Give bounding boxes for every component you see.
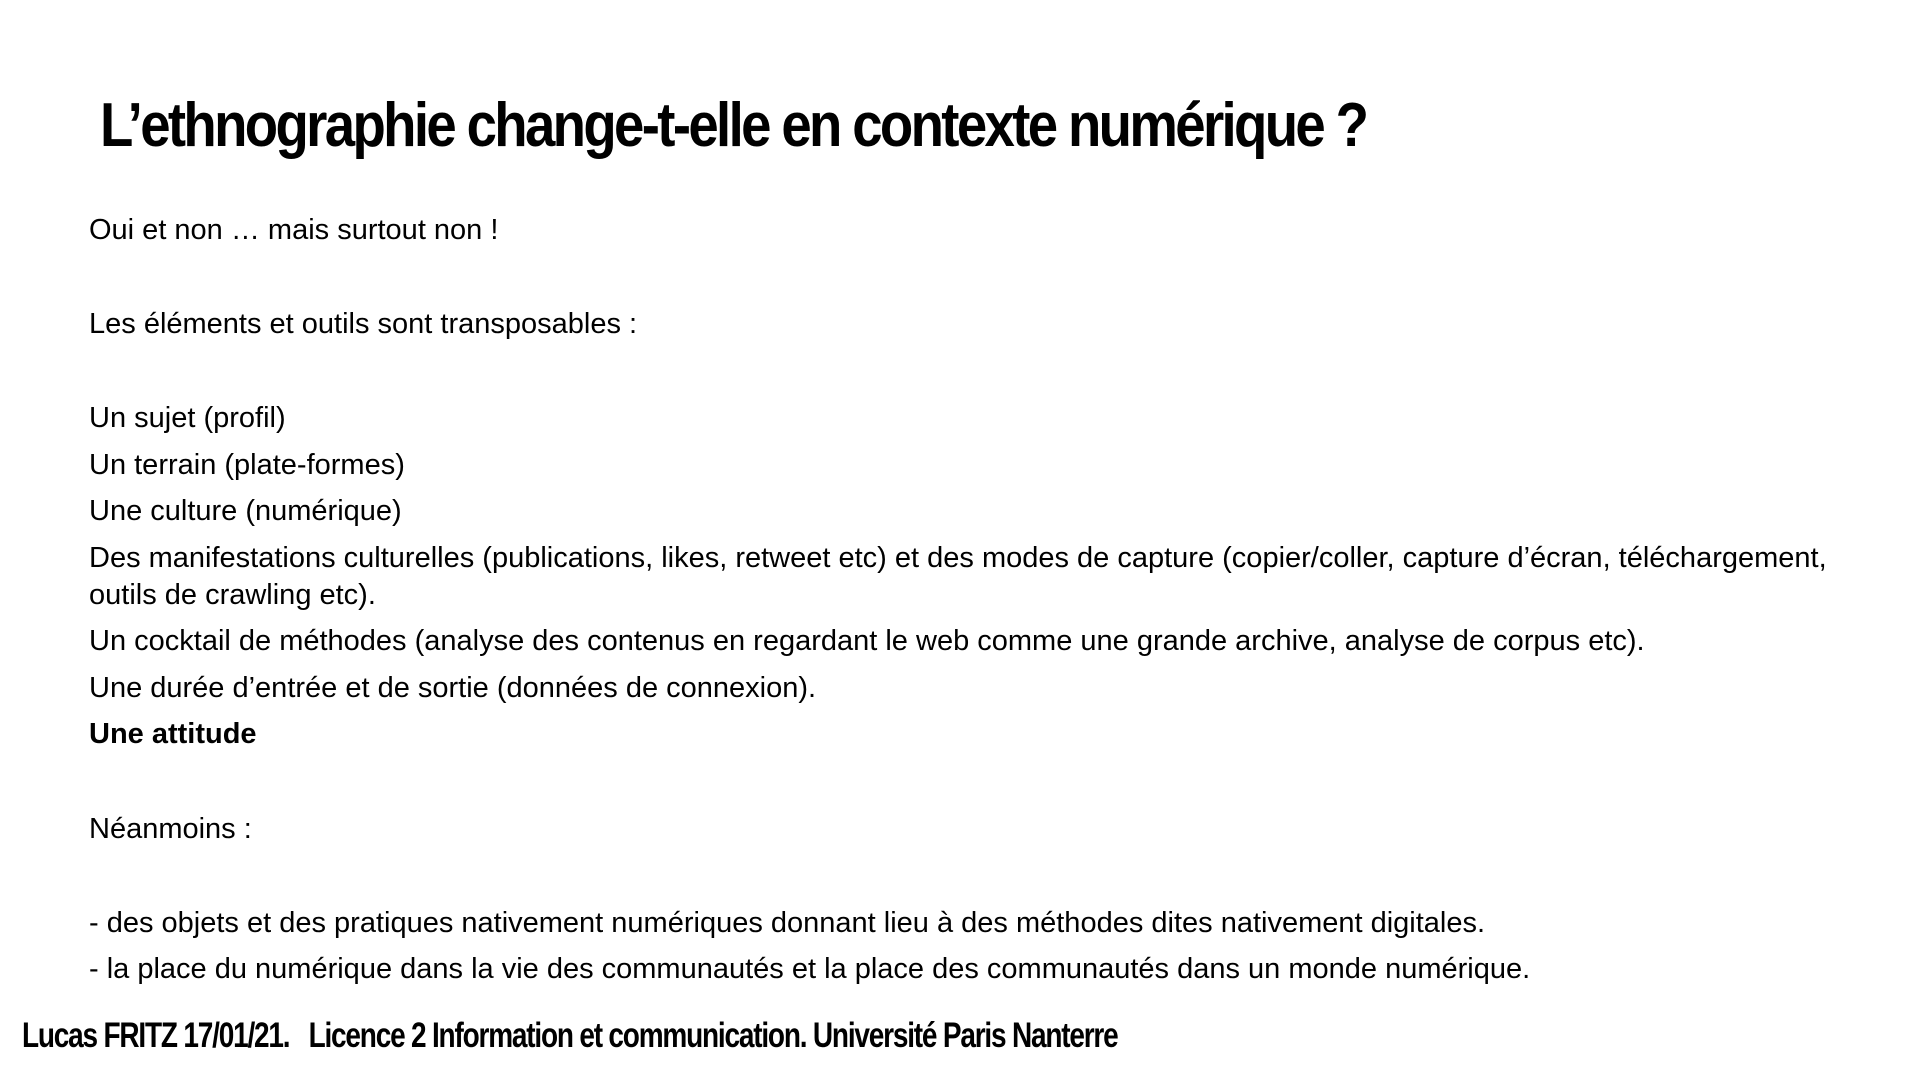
- list-item: Une culture (numérique): [89, 495, 402, 527]
- list-item: Un terrain (plate-formes): [89, 448, 405, 481]
- list-item: - la place du numérique dans la vie des communautés et la place des communautés dans un monde numérique.: [89, 953, 1531, 985]
- elements-list: [89, 400, 1849, 753]
- list-item: Un cocktail de méthodes (analyse des contenus en regardant le web comme une grande archive, analyse de corpus etc).: [89, 625, 1645, 657]
- points-list: [89, 905, 1849, 989]
- spacer: [89, 848, 1849, 905]
- footer-author-date: Lucas FRITZ 17/01/21.: [22, 1016, 290, 1055]
- list-item: Une durée d’entrée et de sortie (données de connexion).: [89, 671, 817, 704]
- slide-title: L’ethnographie change-t-elle en contexte numérique ?: [100, 91, 1367, 160]
- slide-body: [89, 212, 1849, 998]
- slide-footer: [22, 1016, 1118, 1056]
- spacer: [89, 763, 1849, 811]
- list-item: - des objets et des pratiques nativement numériques donnant lieu à des méthodes dites nativement digitales.: [89, 906, 1486, 939]
- footer-course: Licence 2 Information et communication. Université Paris Nanterre: [308, 1016, 1118, 1055]
- transposable-heading: Les éléments et outils sont transposables :: [89, 308, 638, 340]
- attitude-text: Une attitude: [89, 718, 257, 750]
- list-item: Un sujet (profil): [89, 402, 286, 434]
- spacer: [89, 249, 1849, 306]
- list-item: Des manifestations culturelles (publications, likes, retweet etc) et des modes de capture (copier/coller, capture d’écran, téléchargement, outils de crawling etc).: [89, 541, 1827, 611]
- neanmoins-heading: Néanmoins :: [89, 812, 252, 845]
- spacer: [89, 343, 1849, 400]
- intro-text: Oui et non … mais surtout non !: [89, 214, 499, 246]
